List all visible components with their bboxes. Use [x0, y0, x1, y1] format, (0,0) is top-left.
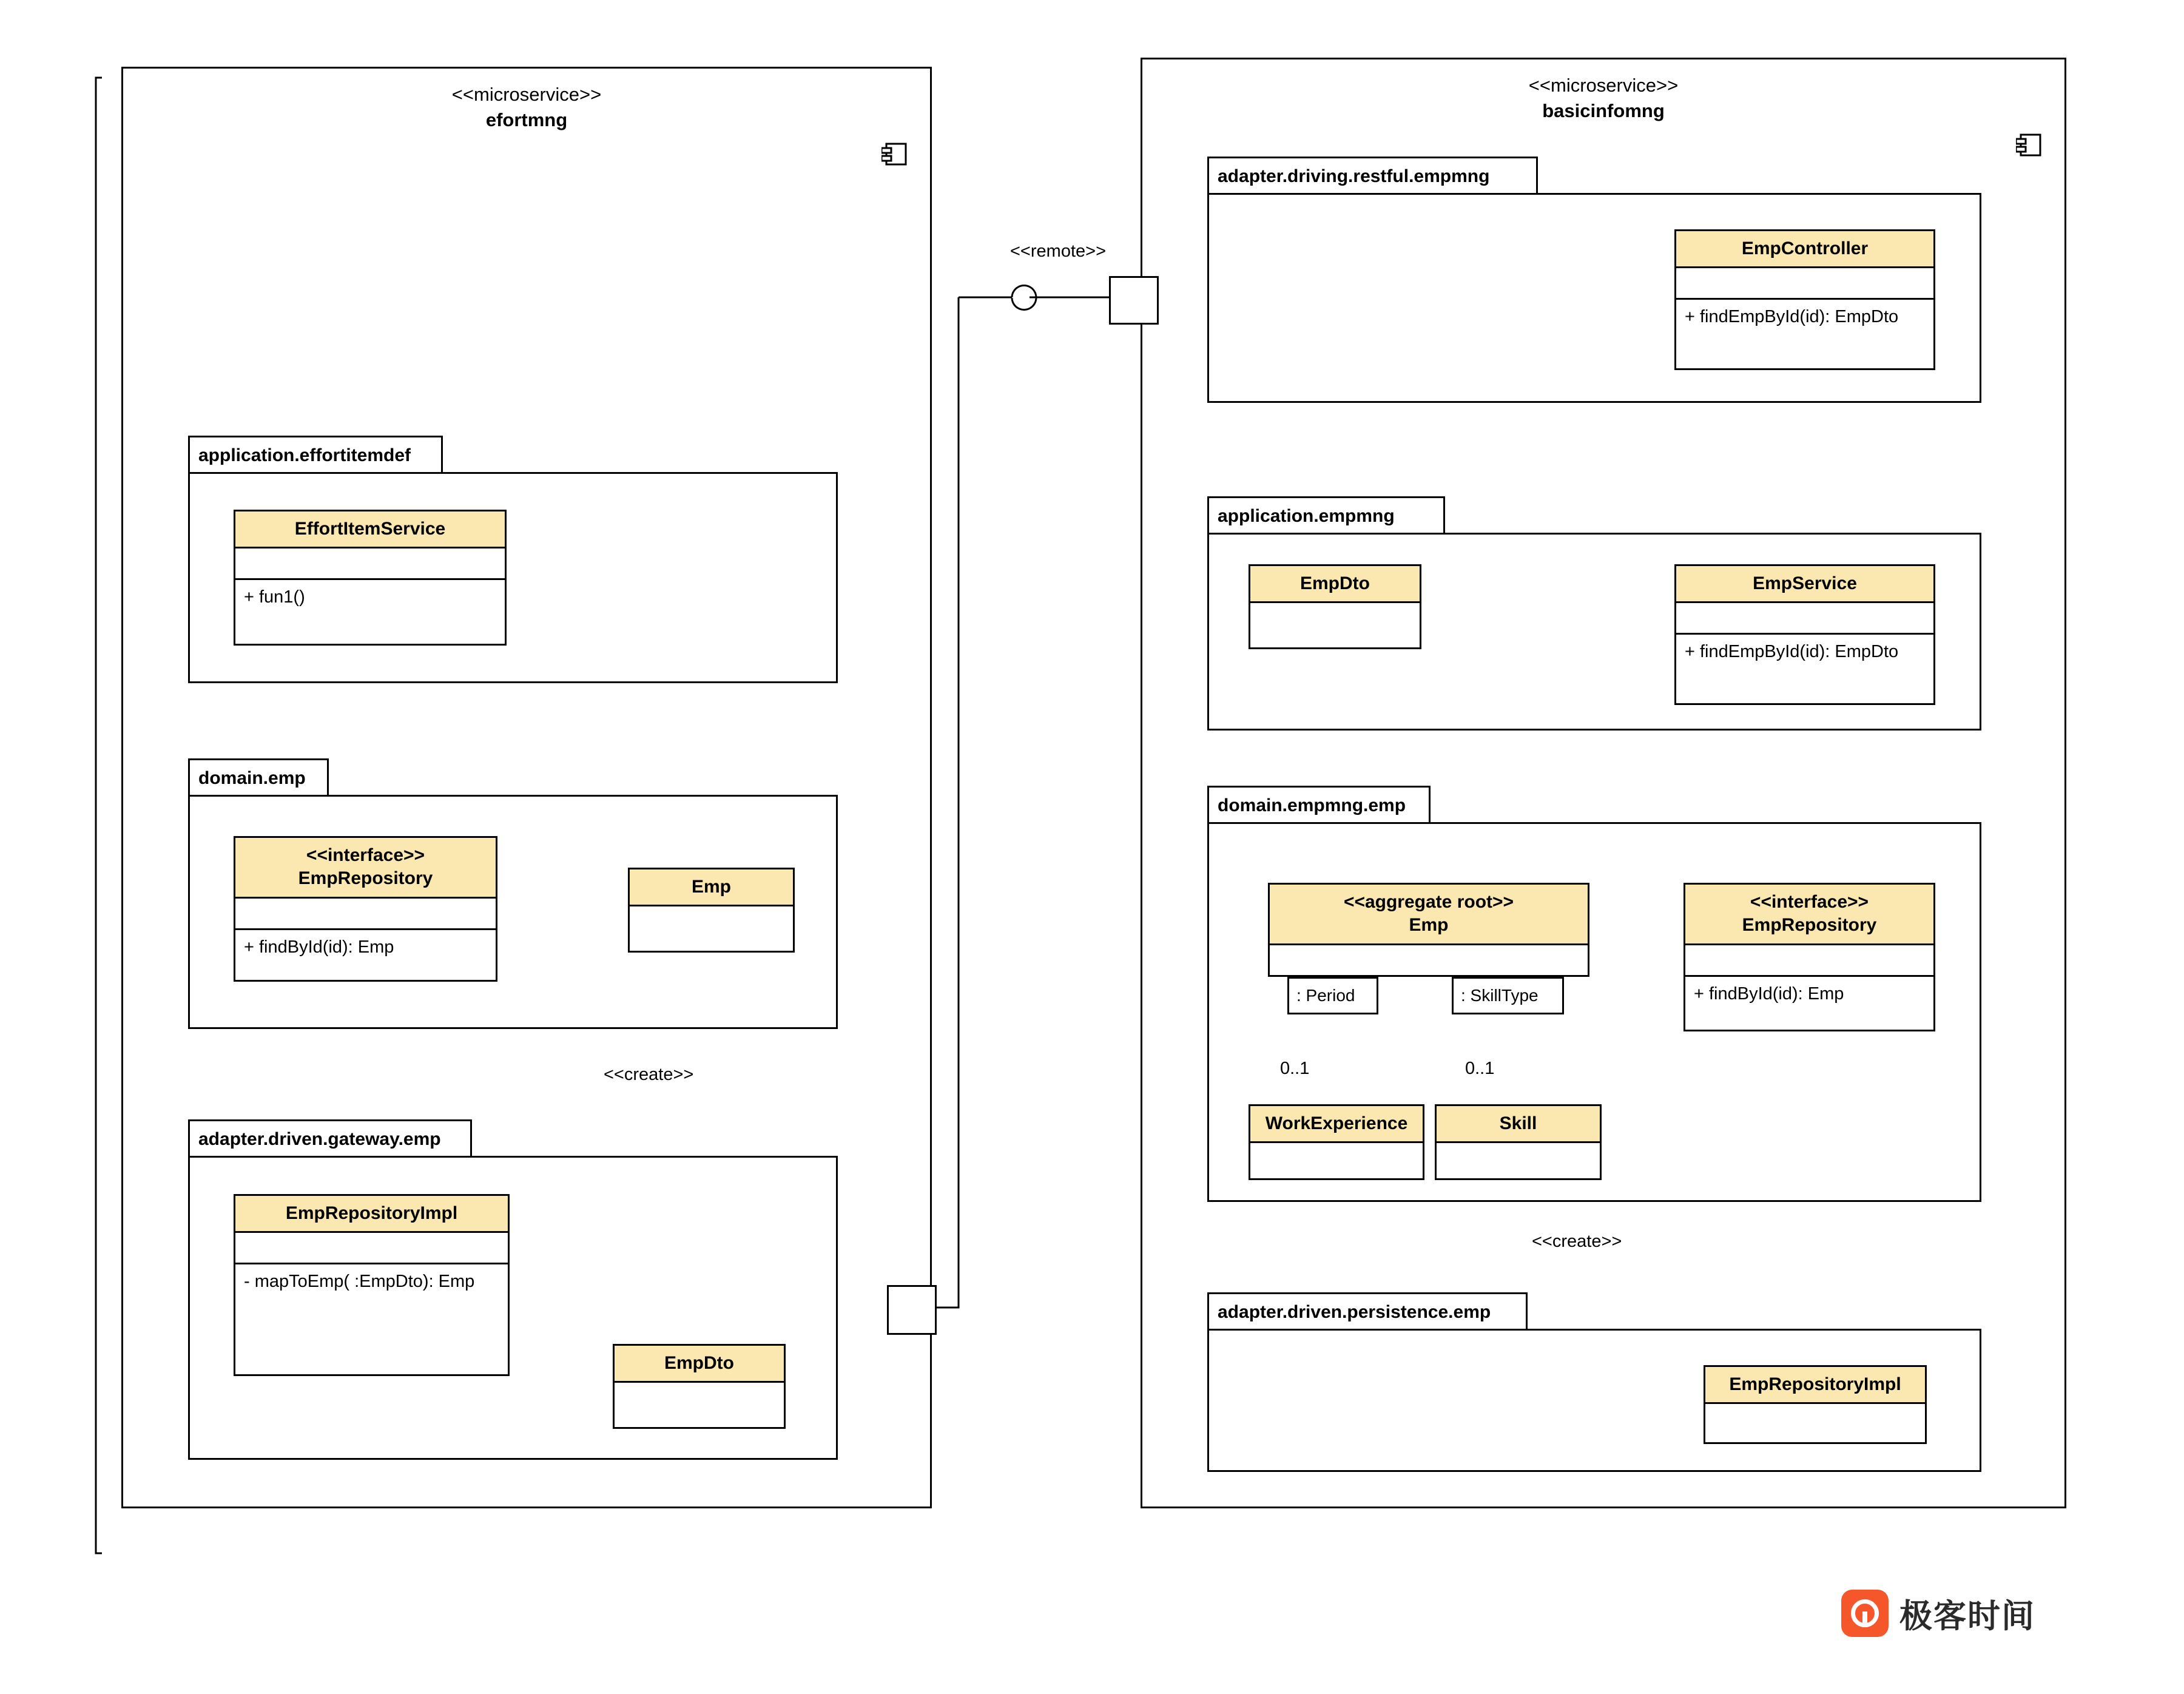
class-workexperience-name: WorkExperience: [1265, 1113, 1408, 1133]
class-emprepository-left-ops: + findById(id): Emp: [244, 937, 394, 957]
class-empdto-right: [1249, 564, 1421, 649]
class-empcontroller: [1674, 229, 1935, 370]
class-emprepository-right: [1684, 883, 1935, 1031]
class-emprepository-left-header: [235, 838, 496, 899]
pkg-label-adapter-driven-gateway-emp: [188, 1119, 472, 1157]
class-empdto-right-name: EmpDto: [1300, 573, 1370, 593]
class-emp-left-name: Emp: [691, 877, 731, 897]
class-emp-aggregate-attrs: [1270, 945, 1588, 977]
role-skilltype-label: : SkillType: [1461, 986, 1539, 1005]
class-emprepositoryimpl-right-header: [1705, 1367, 1925, 1404]
class-workexperience-attrs: [1250, 1143, 1423, 1175]
component-basicinfomng-title: [1142, 73, 2064, 124]
class-emprepositoryimpl-left-header: [235, 1196, 508, 1233]
class-empdto-left-header: [615, 1346, 784, 1383]
class-skill-attrs: [1437, 1143, 1600, 1175]
component-efortmng-stereotype: <<microservice>>: [451, 84, 602, 105]
class-emprepository-left-stereotype: <<interface>>: [306, 845, 425, 865]
class-emprepositoryimpl-right-attrs: [1705, 1404, 1925, 1436]
class-empcontroller-ops: + findEmpById(id): EmpDto: [1685, 307, 1899, 327]
class-empcontroller-name: EmpController: [1741, 238, 1869, 258]
watermark-logo-icon: [1841, 1590, 1889, 1637]
class-emprepository-right-stereotype: <<interface>>: [1750, 892, 1869, 912]
pkg-label-text: domain.empmng.emp: [1218, 795, 1406, 815]
pkg-label-text: adapter.driving.restful.empmng: [1218, 166, 1490, 186]
watermark: [1841, 1590, 2035, 1637]
class-emprepository-right-name: EmpRepository: [1742, 915, 1877, 936]
component-efortmng-name: efortmng: [485, 109, 568, 130]
pkg-label-application-empmng: [1207, 496, 1445, 534]
class-empservice-ops: + findEmpById(id): EmpDto: [1685, 642, 1899, 662]
class-emprepository-right-attrs: [1685, 945, 1933, 977]
class-emp-left: [628, 868, 795, 953]
class-emp-aggregate: [1268, 883, 1589, 977]
class-emprepositoryimpl-left: [234, 1194, 510, 1376]
pkg-label-domain-empmng-emp: [1207, 786, 1431, 823]
mult-workexperience: 0..1: [1280, 1059, 1310, 1078]
class-emprepositoryimpl-right-name: EmpRepositoryImpl: [1729, 1374, 1901, 1394]
class-effortitemservice: [234, 510, 507, 646]
pkg-label-text: domain.emp: [198, 768, 306, 788]
pkg-label-domain-emp: [188, 758, 329, 796]
pkg-label-text: adapter.driven.persistence.emp: [1218, 1301, 1491, 1322]
pkg-label-application-effortitemdef: [188, 436, 443, 473]
class-empservice-header: [1676, 566, 1933, 603]
component-basicinfomng-stereotype: <<microservice>>: [1528, 75, 1679, 96]
component-icon: [2016, 132, 2043, 158]
class-empdto-left-attrs: [615, 1383, 784, 1414]
class-emprepository-left: [234, 836, 497, 982]
class-skill-name: Skill: [1499, 1113, 1537, 1133]
pkg-label-text: application.empmng: [1218, 505, 1395, 526]
watermark-text: 极客时间: [1899, 1598, 2035, 1635]
class-empdto-right-attrs: [1250, 603, 1420, 635]
class-empcontroller-attrs: [1676, 268, 1933, 300]
class-effortitemservice-name: EffortItemService: [294, 519, 446, 539]
pkg-label-text: adapter.driven.gateway.emp: [198, 1129, 441, 1149]
class-emprepository-left-attrs: [235, 899, 496, 930]
class-empservice-name: EmpService: [1753, 573, 1857, 593]
pkg-label-adapter-driving-restful-empmng: [1207, 157, 1538, 194]
label-create-right: <<create>>: [1532, 1232, 1622, 1251]
role-period-label: : Period: [1296, 986, 1355, 1005]
component-basicinfomng-name: basicinfomng: [1542, 100, 1665, 121]
class-effortitemservice-ops: + fun1(): [244, 587, 305, 607]
class-emprepository-left-name: EmpRepository: [298, 868, 433, 889]
role-period: [1287, 977, 1378, 1014]
class-skill-header: [1437, 1106, 1600, 1143]
label-create-left: <<create>>: [604, 1065, 694, 1084]
class-emprepository-right-header: [1685, 885, 1933, 945]
class-workexperience: [1249, 1104, 1424, 1180]
class-emp-aggregate-stereotype: <<aggregate root>>: [1343, 892, 1514, 912]
role-skilltype: [1452, 977, 1564, 1014]
class-emp-aggregate-header: [1270, 885, 1588, 945]
class-empdto-right-header: [1250, 566, 1420, 603]
class-emprepositoryimpl-right: [1704, 1365, 1927, 1444]
class-emprepositoryimpl-left-ops: - mapToEmp( :EmpDto): Emp: [244, 1272, 475, 1292]
class-empservice: [1674, 564, 1935, 705]
class-emprepositoryimpl-left-attrs: [235, 1233, 508, 1264]
class-empcontroller-header: [1676, 231, 1933, 268]
pkg-label-adapter-driven-persistence-emp: [1207, 1292, 1528, 1330]
component-efortmng-title: [123, 82, 930, 133]
class-empservice-attrs: [1676, 603, 1933, 635]
mult-skill: 0..1: [1465, 1059, 1495, 1078]
class-emp-left-attrs: [630, 906, 793, 938]
component-icon: [881, 141, 908, 167]
class-empdto-left-name: EmpDto: [664, 1353, 734, 1373]
class-effortitemservice-attrs: [235, 548, 505, 580]
class-emp-left-header: [630, 869, 793, 906]
pkg-label-text: application.effortitemdef: [198, 445, 411, 465]
port-basicinfomng-remote: [1109, 276, 1159, 325]
class-workexperience-header: [1250, 1106, 1423, 1143]
label-remote: <<remote>>: [1010, 241, 1106, 261]
class-skill: [1435, 1104, 1602, 1180]
class-emp-aggregate-name: Emp: [1409, 915, 1449, 936]
class-empdto-left: [613, 1344, 786, 1429]
class-effortitemservice-header: [235, 511, 505, 548]
port-efortmng-remote: [887, 1285, 937, 1335]
class-emprepositoryimpl-left-name: EmpRepositoryImpl: [285, 1203, 458, 1223]
class-emprepository-right-ops: + findById(id): Emp: [1694, 984, 1844, 1004]
